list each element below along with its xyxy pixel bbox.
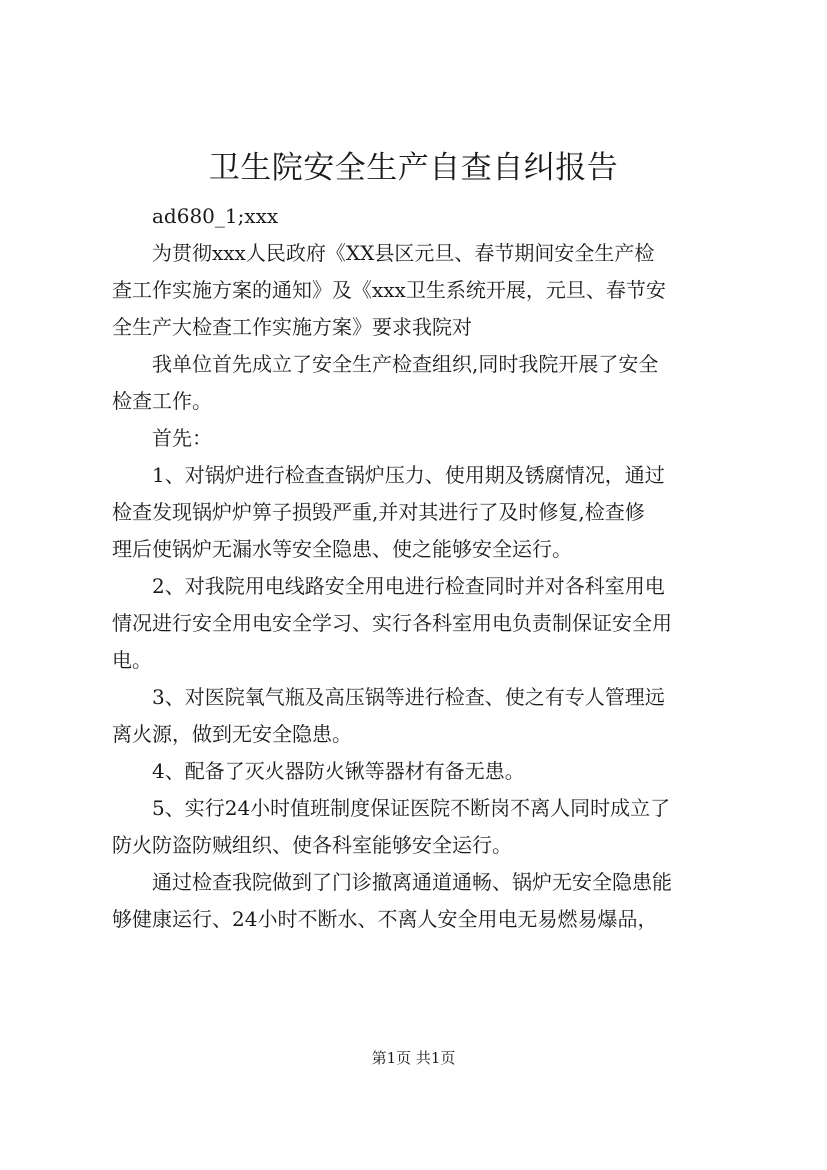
paragraph-line: 4、配备了灭火器防火锹等器材有备无患。 — [152, 759, 525, 783]
paragraph-7 — [112, 753, 727, 790]
document-body — [112, 198, 727, 938]
paragraph-8 — [112, 790, 727, 864]
paragraph-line: 够健康运行、24小时不断水、不离人安全用电无易燃易爆品， — [112, 907, 658, 931]
paragraph-line: 2、对我院用电线路安全用电进行检查同时并对各科室用电 — [152, 574, 665, 598]
paragraph-line: 1、对锅炉进行检查查锅炉压力、使用期及锈腐情况，通过 — [152, 463, 665, 487]
paragraph-line: 检查发现锅炉炉箅子损毁严重,并对其进行了及时修复,检查修 — [112, 500, 645, 524]
paragraph-line: 全生产大检查工作实施方案》要求我院对 — [112, 315, 472, 339]
paragraph-line: 查工作实施方案的通知》及《xxx卫生系统开展，元旦、春节安 — [112, 278, 666, 302]
document-title: 卫生院安全生产自查自纠报告 — [208, 150, 619, 186]
paragraph-line: 5、实行24小时值班制度保证医院不断岗不离人同时成立了 — [152, 796, 671, 820]
paragraph-line: 理后使锅炉无漏水等安全隐患、使之能够安全运行。 — [112, 537, 572, 561]
paragraph-line: 检查工作。 — [112, 389, 212, 413]
paragraph-line: 离火源，做到无安全隐患。 — [112, 722, 352, 746]
paragraph-2 — [112, 346, 727, 420]
paragraph-6 — [112, 679, 727, 753]
paragraph-line: 通过检查我院做到了门诊撤离通道通畅、锅炉无安全隐患能 — [152, 870, 672, 894]
paragraph-3 — [112, 420, 727, 457]
paragraph-4 — [112, 457, 727, 568]
paragraph-1 — [112, 235, 727, 346]
paragraph-line: 为贯彻xxx人民政府《XX县区元旦、春节期间安全生产检 — [152, 241, 655, 265]
paragraph-line: 情况进行安全用电安全学习、实行各科室用电负责制保证安全用 — [112, 611, 672, 635]
paragraph-5 — [112, 568, 727, 679]
paragraph-line: 首先： — [152, 426, 212, 450]
page-footer: 第1页 共1页 — [371, 1049, 456, 1067]
paragraph-line: 电。 — [112, 648, 152, 672]
ref-line — [112, 198, 727, 235]
paragraph-line: 我单位首先成立了安全生产检查组织,同时我院开展了安全 — [152, 352, 659, 376]
paragraph-line: 3、对医院氧气瓶及高压锅等进行检查、使之有专人管理远 — [152, 685, 665, 709]
paragraph-9 — [112, 864, 727, 938]
paragraph-line: 防火防盗防贼组织、使各科室能够安全运行。 — [112, 833, 512, 857]
ref-line-text: ad680_1;xxx — [152, 204, 279, 228]
